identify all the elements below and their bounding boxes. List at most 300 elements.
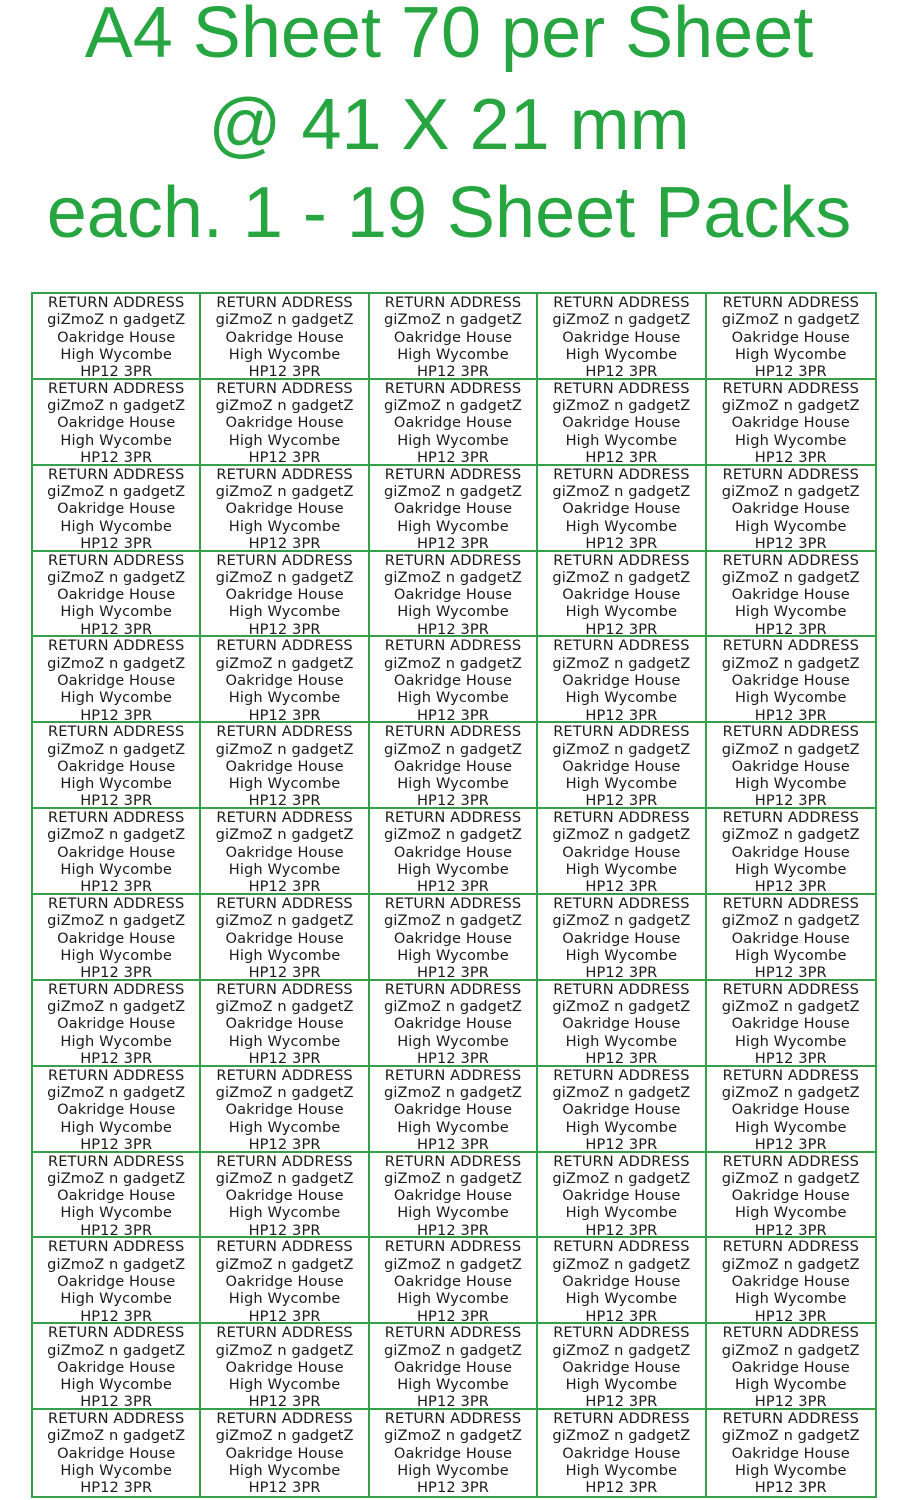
address-label <box>370 723 538 809</box>
label-line3: Oakridge House <box>731 1101 850 1119</box>
label-line5: HP12 3PR <box>248 449 321 466</box>
label-line2: giZmoZ n gadgetZ <box>47 483 186 500</box>
label-line4: High Wycombe <box>734 1290 847 1308</box>
label-line2: giZmoZ n gadgetZ <box>47 998 186 1016</box>
label-line4: High Wycombe <box>228 1204 341 1222</box>
label-line4: High Wycombe <box>60 1290 172 1308</box>
label-line2: giZmoZ n gadgetZ <box>47 1341 186 1359</box>
address-label <box>370 1324 538 1410</box>
label-line5: HP12 3PR <box>248 1050 321 1067</box>
label-line5: HP12 3PR <box>248 964 321 981</box>
label-line2: giZmoZ n gadgetZ <box>215 311 354 329</box>
label-line5: HP12 3PR <box>754 706 827 724</box>
label-line1: RETURN ADDRESS <box>47 894 185 912</box>
label-line2: giZmoZ n gadgetZ <box>721 912 860 930</box>
address-label <box>538 723 706 809</box>
label-line1: RETURN ADDRESS <box>722 551 859 569</box>
label-line1: RETURN ADDRESS <box>384 379 522 397</box>
label-line1: RETURN ADDRESS <box>47 980 185 998</box>
label-line4: High Wycombe <box>397 603 509 621</box>
address-label <box>538 895 706 981</box>
label-line2: giZmoZ n gadgetZ <box>721 826 860 844</box>
address-label <box>33 1324 201 1410</box>
label-line4: High Wycombe <box>734 603 847 621</box>
address-label <box>707 1067 875 1153</box>
label-line3: Oakridge House <box>225 414 344 432</box>
label-line1: RETURN ADDRESS <box>384 1152 522 1170</box>
label-line1: RETURN ADDRESS <box>216 723 353 741</box>
label-line5: HP12 3PR <box>80 449 153 466</box>
address-label <box>201 1153 369 1239</box>
label-line4: High Wycombe <box>397 689 509 707</box>
address-label <box>201 1324 369 1410</box>
label-line1: RETURN ADDRESS <box>216 894 353 912</box>
label-line5: HP12 3PR <box>80 534 153 552</box>
label-line5: HP12 3PR <box>416 620 489 638</box>
label-line5: HP12 3PR <box>416 964 489 981</box>
label-line4: High Wycombe <box>60 689 172 707</box>
label-line4: High Wycombe <box>397 517 509 535</box>
label-line5: HP12 3PR <box>754 1050 827 1067</box>
label-line5: HP12 3PR <box>754 792 827 810</box>
label-line2: giZmoZ n gadgetZ <box>721 311 860 329</box>
label-line4: High Wycombe <box>734 1462 847 1480</box>
label-line2: giZmoZ n gadgetZ <box>552 311 691 329</box>
label-line1: RETURN ADDRESS <box>384 1238 522 1256</box>
label-line3: Oakridge House <box>57 1101 176 1119</box>
label-line5: HP12 3PR <box>416 1393 489 1411</box>
label-line2: giZmoZ n gadgetZ <box>383 1341 522 1359</box>
label-line4: High Wycombe <box>228 946 341 964</box>
label-line5: HP12 3PR <box>80 1393 153 1411</box>
label-line5: HP12 3PR <box>754 620 827 638</box>
label-line1: RETURN ADDRESS <box>722 809 859 827</box>
label-line5: HP12 3PR <box>248 1479 321 1496</box>
label-line5: HP12 3PR <box>754 534 827 552</box>
label-line4: High Wycombe <box>565 861 678 879</box>
label-line1: RETURN ADDRESS <box>553 379 690 397</box>
label-line1: RETURN ADDRESS <box>216 1066 353 1084</box>
label-line3: Oakridge House <box>393 843 513 861</box>
label-line2: giZmoZ n gadgetZ <box>215 568 354 586</box>
label-line4: High Wycombe <box>734 861 847 879</box>
label-line3: Oakridge House <box>393 672 513 690</box>
label-line4: High Wycombe <box>734 345 847 363</box>
address-label <box>707 552 875 638</box>
label-line3: Oakridge House <box>57 414 176 432</box>
label-line3: Oakridge House <box>57 1015 176 1033</box>
label-line5: HP12 3PR <box>754 1307 827 1325</box>
label-line4: High Wycombe <box>734 1118 847 1136</box>
label-line4: High Wycombe <box>565 1118 678 1136</box>
label-line1: RETURN ADDRESS <box>722 894 859 912</box>
label-line4: High Wycombe <box>228 345 341 363</box>
label-line4: High Wycombe <box>397 946 509 964</box>
label-line5: HP12 3PR <box>248 1221 321 1239</box>
address-label <box>370 895 538 981</box>
label-line2: giZmoZ n gadgetZ <box>215 1427 354 1445</box>
label-line3: Oakridge House <box>393 586 513 604</box>
label-line3: Oakridge House <box>731 414 850 432</box>
label-line5: HP12 3PR <box>416 363 489 380</box>
label-line1: RETURN ADDRESS <box>722 723 859 741</box>
label-line1: RETURN ADDRESS <box>216 1324 353 1342</box>
address-label <box>538 981 706 1067</box>
label-line5: HP12 3PR <box>754 1221 827 1239</box>
label-line3: Oakridge House <box>393 328 513 346</box>
label-line2: giZmoZ n gadgetZ <box>47 740 186 758</box>
label-line2: giZmoZ n gadgetZ <box>721 1084 860 1101</box>
label-line2: giZmoZ n gadgetZ <box>721 654 860 672</box>
label-line1: RETURN ADDRESS <box>216 1238 353 1256</box>
label-line2: giZmoZ n gadgetZ <box>552 397 691 415</box>
label-line2: giZmoZ n gadgetZ <box>215 1169 354 1187</box>
label-line1: RETURN ADDRESS <box>553 1066 690 1084</box>
label-line4: High Wycombe <box>60 1462 172 1480</box>
label-line1: RETURN ADDRESS <box>722 465 859 483</box>
label-line3: Oakridge House <box>562 757 681 775</box>
label-line2: giZmoZ n gadgetZ <box>215 1255 354 1273</box>
label-line4: High Wycombe <box>397 1376 509 1394</box>
label-line1: RETURN ADDRESS <box>722 980 859 998</box>
address-label <box>538 1410 706 1496</box>
label-line1: RETURN ADDRESS <box>47 809 185 827</box>
label-line1: RETURN ADDRESS <box>384 1324 522 1342</box>
label-line2: giZmoZ n gadgetZ <box>552 912 691 930</box>
label-line4: High Wycombe <box>228 1376 341 1394</box>
label-line1: RETURN ADDRESS <box>722 1238 859 1256</box>
label-line3: Oakridge House <box>731 1273 850 1291</box>
address-label <box>538 637 706 723</box>
address-label <box>201 809 369 895</box>
address-label <box>707 1410 875 1496</box>
label-line1: RETURN ADDRESS <box>722 379 859 397</box>
label-line3: Oakridge House <box>393 1101 513 1119</box>
label-line4: High Wycombe <box>565 1204 678 1222</box>
label-line3: Oakridge House <box>225 586 344 604</box>
label-line2: giZmoZ n gadgetZ <box>552 1169 691 1187</box>
label-line5: HP12 3PR <box>248 792 321 810</box>
label-line4: High Wycombe <box>397 1032 509 1050</box>
label-line5: HP12 3PR <box>585 1393 658 1411</box>
address-label <box>707 1153 875 1239</box>
label-line2: giZmoZ n gadgetZ <box>383 654 522 672</box>
label-line4: High Wycombe <box>565 1032 678 1050</box>
address-label <box>201 895 369 981</box>
address-label <box>538 466 706 552</box>
label-line2: giZmoZ n gadgetZ <box>721 397 860 415</box>
label-line4: High Wycombe <box>228 517 341 535</box>
label-line5: HP12 3PR <box>754 1135 827 1153</box>
label-line2: giZmoZ n gadgetZ <box>552 740 691 758</box>
headline-line-3: each. 1 - 19 Sheet Packs <box>46 173 852 253</box>
label-line5: HP12 3PR <box>80 964 153 981</box>
label-line2: giZmoZ n gadgetZ <box>383 912 522 930</box>
label-line1: RETURN ADDRESS <box>47 551 185 569</box>
label-line1: RETURN ADDRESS <box>216 809 353 827</box>
label-line5: HP12 3PR <box>80 1135 153 1153</box>
label-line4: High Wycombe <box>60 517 172 535</box>
label-line3: Oakridge House <box>393 757 513 775</box>
label-line3: Oakridge House <box>393 500 513 518</box>
label-line3: Oakridge House <box>393 1444 513 1462</box>
label-line5: HP12 3PR <box>248 1135 321 1153</box>
label-line2: giZmoZ n gadgetZ <box>721 1427 860 1445</box>
label-line2: giZmoZ n gadgetZ <box>215 397 354 415</box>
label-line3: Oakridge House <box>393 1015 513 1033</box>
label-line2: giZmoZ n gadgetZ <box>721 1341 860 1359</box>
label-line1: RETURN ADDRESS <box>384 294 522 311</box>
address-label <box>538 380 706 466</box>
address-label <box>201 294 369 380</box>
label-line5: HP12 3PR <box>80 363 153 380</box>
label-line4: High Wycombe <box>60 946 172 964</box>
label-line3: Oakridge House <box>731 1187 850 1205</box>
address-label <box>707 1324 875 1410</box>
address-label <box>33 552 201 638</box>
address-label <box>33 466 201 552</box>
label-line4: High Wycombe <box>565 946 678 964</box>
label-line5: HP12 3PR <box>416 706 489 724</box>
label-line4: High Wycombe <box>734 1204 847 1222</box>
label-line4: High Wycombe <box>60 603 172 621</box>
label-line4: High Wycombe <box>565 517 678 535</box>
label-line1: RETURN ADDRESS <box>553 1238 690 1256</box>
label-line4: High Wycombe <box>228 861 341 879</box>
label-line3: Oakridge House <box>57 929 176 947</box>
label-line3: Oakridge House <box>393 414 513 432</box>
label-line3: Oakridge House <box>731 1358 850 1376</box>
label-line4: High Wycombe <box>565 775 678 793</box>
label-line2: giZmoZ n gadgetZ <box>383 1084 522 1101</box>
label-line5: HP12 3PR <box>80 1479 153 1496</box>
label-line2: giZmoZ n gadgetZ <box>383 998 522 1016</box>
label-line5: HP12 3PR <box>416 1135 489 1153</box>
label-line5: HP12 3PR <box>754 1479 827 1496</box>
address-label <box>33 1067 201 1153</box>
label-line2: giZmoZ n gadgetZ <box>552 1255 691 1273</box>
label-line3: Oakridge House <box>562 843 681 861</box>
label-line1: RETURN ADDRESS <box>216 1410 353 1428</box>
label-line2: giZmoZ n gadgetZ <box>215 998 354 1016</box>
address-label <box>707 1238 875 1324</box>
address-label <box>538 1153 706 1239</box>
label-line4: High Wycombe <box>228 775 341 793</box>
label-line3: Oakridge House <box>562 586 681 604</box>
label-line4: High Wycombe <box>734 775 847 793</box>
label-line3: Oakridge House <box>562 672 681 690</box>
address-label <box>201 723 369 809</box>
address-label <box>707 294 875 380</box>
label-line3: Oakridge House <box>562 1444 681 1462</box>
address-label <box>370 294 538 380</box>
label-line1: RETURN ADDRESS <box>384 809 522 827</box>
label-line2: giZmoZ n gadgetZ <box>47 1255 186 1273</box>
label-line3: Oakridge House <box>225 757 344 775</box>
label-line1: RETURN ADDRESS <box>553 809 690 827</box>
label-line1: RETURN ADDRESS <box>47 1152 185 1170</box>
label-line5: HP12 3PR <box>585 878 658 895</box>
label-line3: Oakridge House <box>562 500 681 518</box>
address-label <box>370 552 538 638</box>
address-label <box>538 294 706 380</box>
label-line2: giZmoZ n gadgetZ <box>215 740 354 758</box>
address-label <box>707 723 875 809</box>
label-line3: Oakridge House <box>731 672 850 690</box>
label-line5: HP12 3PR <box>416 1221 489 1239</box>
label-line3: Oakridge House <box>393 929 513 947</box>
address-label <box>201 380 369 466</box>
address-label <box>707 637 875 723</box>
label-line5: HP12 3PR <box>248 706 321 724</box>
address-label <box>707 380 875 466</box>
label-line3: Oakridge House <box>225 1358 344 1376</box>
label-line1: RETURN ADDRESS <box>216 551 353 569</box>
label-line5: HP12 3PR <box>585 1221 658 1239</box>
label-line5: HP12 3PR <box>585 534 658 552</box>
address-label <box>370 981 538 1067</box>
label-line4: High Wycombe <box>60 1032 172 1050</box>
label-line5: HP12 3PR <box>80 1050 153 1067</box>
label-line2: giZmoZ n gadgetZ <box>47 912 186 930</box>
label-line4: High Wycombe <box>60 345 172 363</box>
label-line1: RETURN ADDRESS <box>384 980 522 998</box>
label-line1: RETURN ADDRESS <box>216 294 353 311</box>
label-line2: giZmoZ n gadgetZ <box>552 826 691 844</box>
label-line2: giZmoZ n gadgetZ <box>721 1255 860 1273</box>
label-line4: High Wycombe <box>228 603 341 621</box>
label-line5: HP12 3PR <box>585 449 658 466</box>
label-line3: Oakridge House <box>562 1187 681 1205</box>
label-line1: RETURN ADDRESS <box>384 894 522 912</box>
label-line4: High Wycombe <box>60 861 172 879</box>
address-label <box>201 637 369 723</box>
address-label <box>538 1324 706 1410</box>
address-label <box>201 1410 369 1496</box>
address-label <box>538 1238 706 1324</box>
label-line4: High Wycombe <box>734 689 847 707</box>
label-line3: Oakridge House <box>57 1444 176 1462</box>
label-line5: HP12 3PR <box>80 878 153 895</box>
label-line4: High Wycombe <box>228 689 341 707</box>
label-line2: giZmoZ n gadgetZ <box>383 740 522 758</box>
label-line4: High Wycombe <box>734 1032 847 1050</box>
label-line3: Oakridge House <box>225 1273 344 1291</box>
label-line2: giZmoZ n gadgetZ <box>47 1084 186 1101</box>
label-line3: Oakridge House <box>731 757 850 775</box>
label-line3: Oakridge House <box>225 1015 344 1033</box>
label-line3: Oakridge House <box>562 328 681 346</box>
label-line5: HP12 3PR <box>754 363 827 380</box>
address-label <box>33 895 201 981</box>
address-label <box>201 552 369 638</box>
label-line5: HP12 3PR <box>585 620 658 638</box>
label-line5: HP12 3PR <box>80 792 153 810</box>
address-label <box>201 1238 369 1324</box>
label-line1: RETURN ADDRESS <box>722 294 859 311</box>
label-line2: giZmoZ n gadgetZ <box>552 1084 691 1101</box>
address-label <box>201 981 369 1067</box>
label-line5: HP12 3PR <box>585 1135 658 1153</box>
label-line1: RETURN ADDRESS <box>553 1152 690 1170</box>
label-line1: RETURN ADDRESS <box>47 465 185 483</box>
label-line3: Oakridge House <box>393 1273 513 1291</box>
label-line3: Oakridge House <box>225 1444 344 1462</box>
label-line4: High Wycombe <box>734 517 847 535</box>
label-line4: High Wycombe <box>734 946 847 964</box>
label-line5: HP12 3PR <box>585 706 658 724</box>
label-line3: Oakridge House <box>562 1015 681 1033</box>
label-line5: HP12 3PR <box>248 620 321 638</box>
label-line4: High Wycombe <box>565 1290 678 1308</box>
label-line5: HP12 3PR <box>416 878 489 895</box>
label-line2: giZmoZ n gadgetZ <box>215 1084 354 1101</box>
label-line2: giZmoZ n gadgetZ <box>383 1255 522 1273</box>
label-line4: High Wycombe <box>734 431 847 449</box>
label-line3: Oakridge House <box>57 328 176 346</box>
label-line5: HP12 3PR <box>585 1050 658 1067</box>
label-line4: High Wycombe <box>565 689 678 707</box>
label-line5: HP12 3PR <box>754 964 827 981</box>
label-line1: RETURN ADDRESS <box>553 294 690 311</box>
label-line3: Oakridge House <box>225 1101 344 1119</box>
address-label <box>707 981 875 1067</box>
label-line5: HP12 3PR <box>248 534 321 552</box>
address-label <box>538 809 706 895</box>
label-line3: Oakridge House <box>562 1358 681 1376</box>
label-line2: giZmoZ n gadgetZ <box>215 483 354 500</box>
address-label <box>707 809 875 895</box>
address-label <box>33 981 201 1067</box>
label-line2: giZmoZ n gadgetZ <box>215 654 354 672</box>
label-line3: Oakridge House <box>225 328 344 346</box>
label-line2: giZmoZ n gadgetZ <box>721 998 860 1016</box>
label-line3: Oakridge House <box>731 843 850 861</box>
address-label <box>33 723 201 809</box>
label-line3: Oakridge House <box>57 500 176 518</box>
label-line2: giZmoZ n gadgetZ <box>383 397 522 415</box>
label-line1: RETURN ADDRESS <box>384 465 522 483</box>
label-line5: HP12 3PR <box>80 1221 153 1239</box>
label-line3: Oakridge House <box>57 1358 176 1376</box>
label-line2: giZmoZ n gadgetZ <box>383 826 522 844</box>
label-line5: HP12 3PR <box>416 534 489 552</box>
label-line4: High Wycombe <box>397 345 509 363</box>
label-line4: High Wycombe <box>60 1204 172 1222</box>
label-line2: giZmoZ n gadgetZ <box>215 1341 354 1359</box>
address-label <box>370 1410 538 1496</box>
label-line3: Oakridge House <box>225 672 344 690</box>
label-line5: HP12 3PR <box>248 878 321 895</box>
address-label <box>33 1410 201 1496</box>
label-line5: HP12 3PR <box>80 620 153 638</box>
label-line3: Oakridge House <box>562 929 681 947</box>
address-label <box>201 1067 369 1153</box>
address-label <box>538 552 706 638</box>
label-line5: HP12 3PR <box>416 1050 489 1067</box>
label-line3: Oakridge House <box>731 1015 850 1033</box>
label-line1: RETURN ADDRESS <box>384 1066 522 1084</box>
label-line5: HP12 3PR <box>754 878 827 895</box>
label-line1: RETURN ADDRESS <box>553 894 690 912</box>
label-line1: RETURN ADDRESS <box>553 465 690 483</box>
label-line1: RETURN ADDRESS <box>553 980 690 998</box>
label-line3: Oakridge House <box>57 1187 176 1205</box>
label-line3: Oakridge House <box>57 843 176 861</box>
label-line2: giZmoZ n gadgetZ <box>383 568 522 586</box>
address-label <box>201 466 369 552</box>
label-line4: High Wycombe <box>60 1376 172 1394</box>
